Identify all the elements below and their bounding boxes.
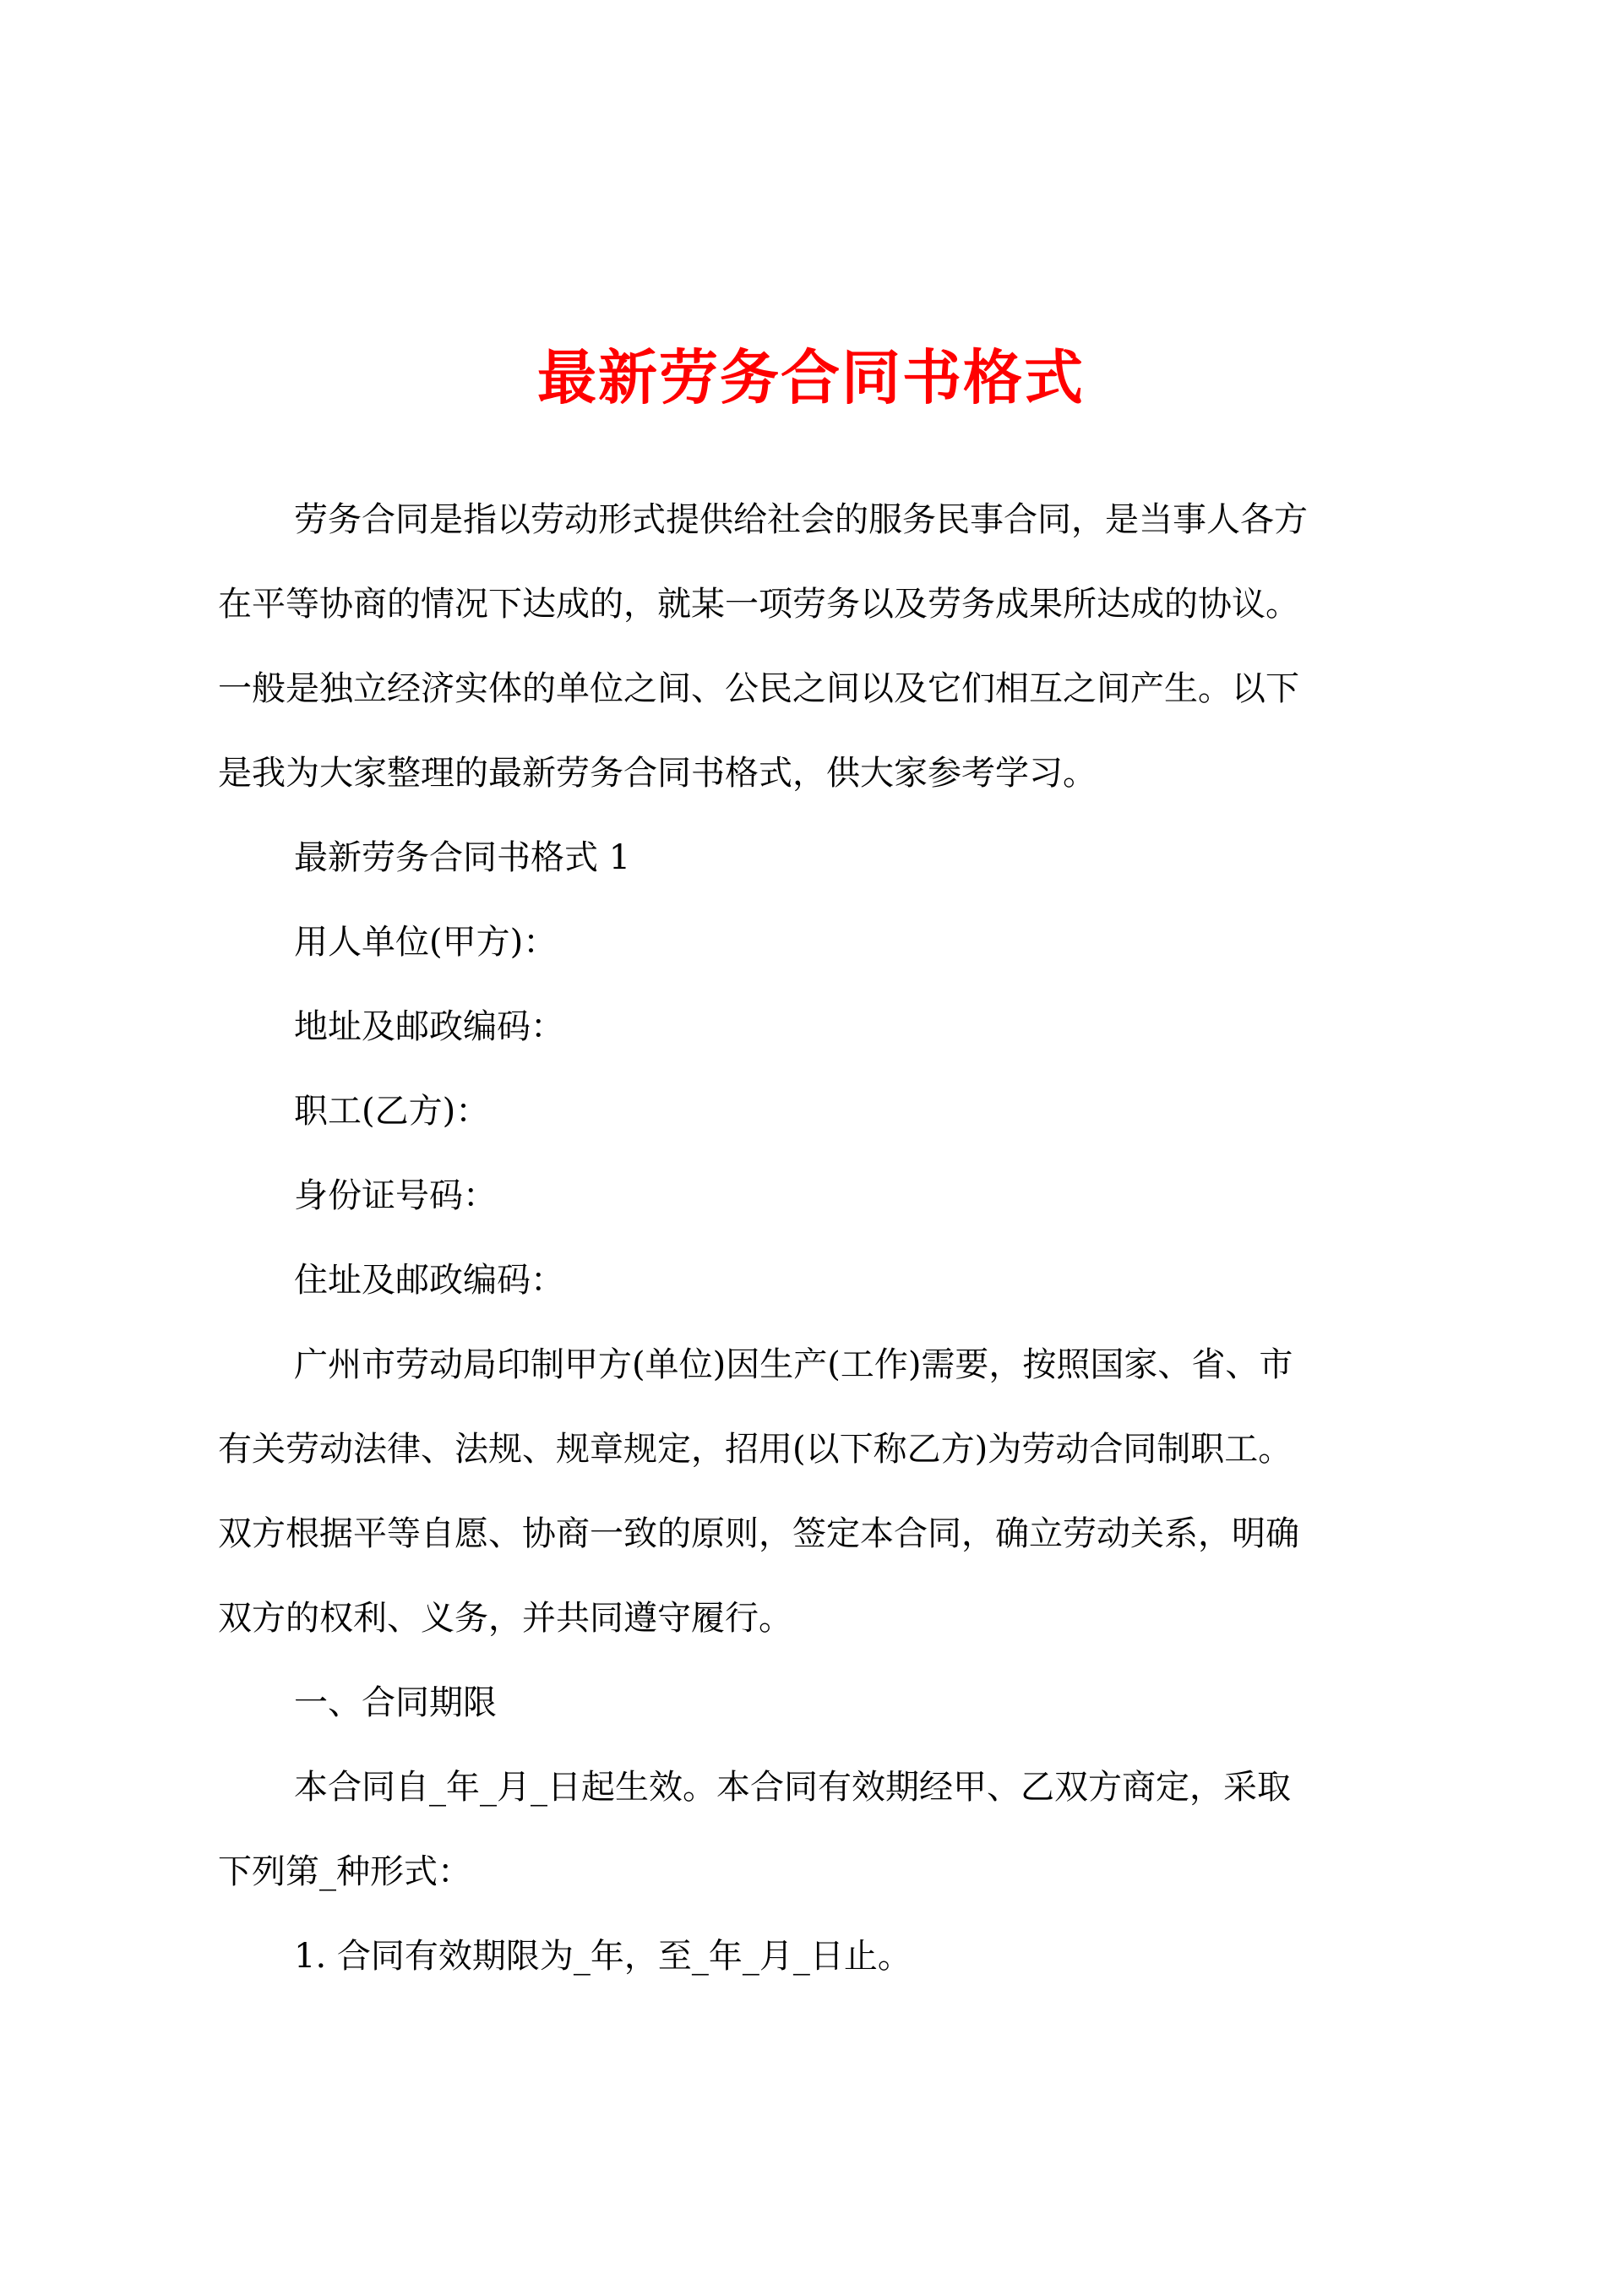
document-body (218, 477, 1418, 1999)
body-line: 双方的权利、义务，并共同遵守履行。 (218, 1599, 792, 1638)
body-line: 1. 合同有效期限为_年，至_年_月_日止。 (294, 1937, 912, 1976)
document-title: 最新劳务合同书格式 (537, 342, 1085, 412)
body-line: 双方根据平等自愿、协商一致的原则，签定本合同，确立劳动关系，明确 (218, 1514, 1299, 1553)
body-line: 在平等协商的情况下达成的，就某一项劳务以及劳务成果所达成的协议。 (218, 585, 1299, 624)
body-line: 一般是独立经济实体的单位之间、公民之间以及它们相互之间产生。以下 (218, 669, 1299, 708)
form-field-id-number: 身份证号码： (294, 1176, 497, 1215)
body-line: 广州市劳动局印制甲方(单位)因生产(工作)需要，按照国家、省、市 (294, 1345, 1293, 1384)
clause-heading: 一、合同期限 (294, 1683, 497, 1722)
form-field-employer: 用人单位(甲方)： (294, 923, 558, 962)
body-line: 有关劳动法律、法规、规章规定，招用(以下称乙方)为劳动合同制职工。 (218, 1430, 1293, 1469)
form-field-employee: 职工(乙方)： (294, 1092, 490, 1131)
body-line: 下列第_种形式： (218, 1852, 471, 1891)
form-field-employer-address: 地址及邮政编码： (294, 1007, 564, 1046)
form-field-employee-address: 住址及邮政编码： (294, 1261, 564, 1300)
section-heading: 最新劳务合同书格式 1 (294, 838, 631, 877)
body-line: 是我为大家整理的最新劳务合同书格式，供大家参考学习。 (218, 754, 1097, 793)
body-line: 本合同自_年_月_日起生效。本合同有效期经甲、乙双方商定，采取 (294, 1768, 1291, 1807)
body-line: 劳务合同是指以劳动形式提供给社会的服务民事合同，是当事人各方 (294, 500, 1308, 539)
